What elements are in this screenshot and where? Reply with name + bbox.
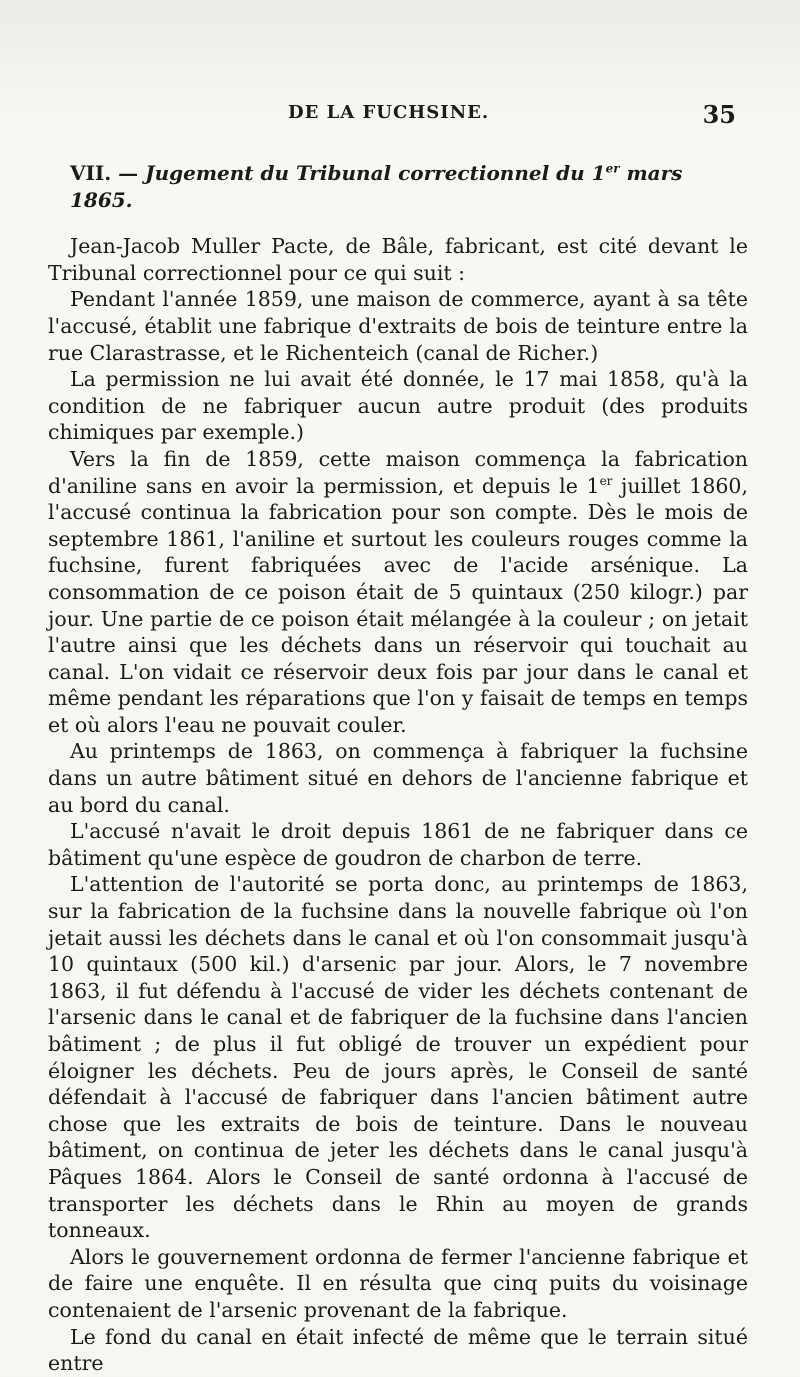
paragraph: La permission ne lui avait été donnée, le 17 mai 1858, qu'à la condition de ne fabriquer aucun autre produit (des produits chimiques par exemple.) [48, 367, 748, 445]
paragraph: Alors le gouvernement ordonna de fermer l'ancienne fabrique et de faire une enquête. Il en résulta que cinq puits du voisinage contenaient de l'arsenic provenant de la fabrique. [48, 1244, 748, 1322]
paragraph: Au printemps de 1863, on commença à fabriquer la fuchsine dans un autre bâtiment situé en dehors de l'ancienne fabrique et au bord du canal. [48, 739, 748, 817]
section-numeral: VII. [70, 161, 112, 185]
paragraph-aniline [48, 446, 748, 739]
paragraph: Pendant l'année 1859, une maison de commerce, ayant à sa tête l'accusé, établit une fabrique d'extraits de bois de teinture entre la rue Clarastrasse, et le Richenteich (canal de Richer.) [48, 287, 748, 365]
section-title [70, 160, 748, 213]
running-head [48, 100, 748, 130]
section-title-before: Jugement du Tribunal correctionnel du 1 [145, 161, 606, 185]
running-title: DE LA FUCHSINE. [288, 102, 490, 123]
paragraph-aniline-sup: er [599, 473, 613, 488]
section-dash: — [111, 161, 146, 185]
section-title-text [70, 161, 682, 212]
paragraph: Jean-Jacob Muller Pacte, de Bâle, fabricant, est cité devant le Tribunal correctionnel pour ce qui suit : [48, 234, 748, 285]
paragraph: Le fond du canal en était infecté de même que le terrain situé entre [48, 1324, 748, 1376]
paragraph-droit: L'accusé n'avait le droit depuis 1861 de ne fabriquer dans ce bâtiment qu'une espèce de goudron de charbon de terre. [48, 819, 748, 870]
paragraph-aniline-after: juillet 1860, l'accusé continua la fabrication pour son compte. Dès le mois de septembre 1861, l'aniline et surtout les couleurs rouges comme la fuchsine, furent fabriquées avec de l'acide arsénique. La consommation de ce poison était de 5 quintaux (250 kilogr.) par jour. Une partie de ce poison était mélangée à la couleur ; on jetait l'autre ainsi que les déchets dans un réservoir qui touchait au canal. L'on vidait ce réservoir deux fois par jour dans le canal et même pendant les réparations que l'on y faisait de temps en temps et où alors l'eau ne pouvait couler. [48, 473, 748, 737]
page-number: 35 [702, 100, 736, 129]
paragraph: L'attention de l'autorité se porta donc, au printemps de 1863, sur la fabrication de la fuchsine dans la nouvelle fabrique où l'on jetait aussi les déchets dans le canal et où l'on consommait jusqu'à 10 quintaux (500 kil.) d'arsenic par jour. Alors, le 7 novembre 1863, il fut défendu à l'accusé de vider les déchets contenant de l'arsenic dans le canal et de fabriquer de la fuchsine dans l'ancien bâtiment ; de plus il fut obligé de trouver un expédient pour éloigner les déchets. Peu de jours après, le Conseil de santé défendait à l'accusé de fabriquer dans l'ancien bâtiment autre chose que les extraits de bois de teinture. Dans le nouveau bâtiment, on continua de jeter les déchets dans le canal jusqu'à Pâques 1864. Alors le Conseil de santé ordonna à l'accusé de transporter les déchets dans le Rhin au moyen de grands tonneaux. [48, 872, 748, 1243]
section-title-sup: er [605, 161, 620, 176]
section-title-after: mars 1865. [70, 161, 683, 212]
body-text [48, 160, 748, 1377]
paragraph-aniline-before: Vers la fin de 1859, cette maison commença la fabrication d'aniline sans en avoir la permission, et depuis le 1 [48, 446, 748, 498]
